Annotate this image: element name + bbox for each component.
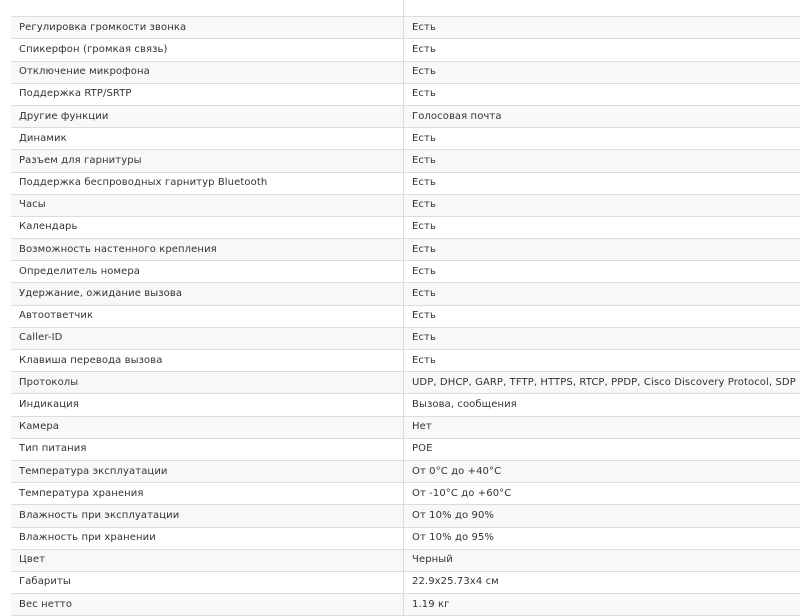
spec-value: Есть <box>404 150 800 172</box>
spec-row <box>11 594 800 616</box>
spec-name: Камера <box>11 416 404 438</box>
spec-row <box>11 239 800 261</box>
spec-value: Нет <box>404 416 800 438</box>
spec-row <box>11 0 800 17</box>
spec-value: Есть <box>404 327 800 349</box>
spec-name: Протоколы <box>11 372 404 394</box>
spec-row <box>11 372 800 394</box>
spec-value: UDP, DHCP, GARP, TFTP, HTTPS, RTCP, PPDP, Cisco Discovery Protocol, SDP <box>404 372 800 394</box>
spec-value: Есть <box>404 128 800 150</box>
spec-row <box>11 350 800 372</box>
spec-row <box>11 571 800 593</box>
spec-value: Голосовая почта <box>404 105 800 127</box>
spec-name: Возможность настенного крепления <box>11 239 404 261</box>
spec-name: Удержание, ожидание вызова <box>11 283 404 305</box>
specifications-table <box>11 0 800 616</box>
spec-name: Клавиша перевода вызова <box>11 350 404 372</box>
spec-row <box>11 394 800 416</box>
spec-value: От 0°C до +40°C <box>404 460 800 482</box>
spec-value: 1.19 кг <box>404 594 800 616</box>
spec-value: Есть <box>404 239 800 261</box>
spec-name: Календарь <box>11 216 404 238</box>
spec-value: Есть <box>404 305 800 327</box>
spec-value: От 10% до 95% <box>404 527 800 549</box>
spec-row <box>11 460 800 482</box>
spec-value: Есть <box>404 17 800 39</box>
spec-name: Другие функции <box>11 105 404 127</box>
spec-row <box>11 261 800 283</box>
spec-row <box>11 283 800 305</box>
spec-value <box>404 0 800 17</box>
spec-name: Индикация <box>11 394 404 416</box>
spec-row <box>11 483 800 505</box>
spec-name: Разъем для гарнитуры <box>11 150 404 172</box>
spec-value: Есть <box>404 83 800 105</box>
spec-row <box>11 61 800 83</box>
spec-name: Определитель номера <box>11 261 404 283</box>
spec-row <box>11 438 800 460</box>
spec-value: Есть <box>404 61 800 83</box>
spec-row <box>11 305 800 327</box>
spec-value: Есть <box>404 172 800 194</box>
spec-row <box>11 505 800 527</box>
spec-value: Есть <box>404 216 800 238</box>
spec-name: Отключение микрофона <box>11 61 404 83</box>
spec-value: POE <box>404 438 800 460</box>
spec-name: Влажность при хранении <box>11 527 404 549</box>
spec-value: 22.9x25.73x4 см <box>404 571 800 593</box>
spec-row <box>11 83 800 105</box>
spec-name: Спикерфон (громкая связь) <box>11 39 404 61</box>
spec-value: Есть <box>404 194 800 216</box>
specifications-body <box>11 0 800 616</box>
spec-name: Тип питания <box>11 438 404 460</box>
spec-name: Цвет <box>11 549 404 571</box>
spec-name: Габариты <box>11 571 404 593</box>
spec-name <box>11 0 404 17</box>
spec-row <box>11 17 800 39</box>
spec-name: Поддержка RTP/SRTP <box>11 83 404 105</box>
spec-name: Динамик <box>11 128 404 150</box>
spec-name: Температура хранения <box>11 483 404 505</box>
spec-value: Есть <box>404 261 800 283</box>
spec-name: Температура эксплуатации <box>11 460 404 482</box>
spec-row <box>11 549 800 571</box>
spec-name: Часы <box>11 194 404 216</box>
spec-row <box>11 216 800 238</box>
spec-name: Регулировка громкости звонка <box>11 17 404 39</box>
spec-row <box>11 105 800 127</box>
spec-name: Вес нетто <box>11 594 404 616</box>
spec-row <box>11 327 800 349</box>
spec-value: Черный <box>404 549 800 571</box>
spec-row <box>11 172 800 194</box>
spec-value: Вызова, сообщения <box>404 394 800 416</box>
spec-name: Поддержка беспроводных гарнитур Bluetooth <box>11 172 404 194</box>
spec-row <box>11 194 800 216</box>
spec-row <box>11 527 800 549</box>
spec-value: Есть <box>404 350 800 372</box>
spec-row <box>11 150 800 172</box>
spec-value: От -10°C до +60°C <box>404 483 800 505</box>
spec-row <box>11 416 800 438</box>
spec-name: Влажность при эксплуатации <box>11 505 404 527</box>
spec-row <box>11 39 800 61</box>
spec-value: От 10% до 90% <box>404 505 800 527</box>
spec-row <box>11 128 800 150</box>
spec-name: Автоответчик <box>11 305 404 327</box>
spec-value: Есть <box>404 39 800 61</box>
spec-name: Caller-ID <box>11 327 404 349</box>
spec-value: Есть <box>404 283 800 305</box>
